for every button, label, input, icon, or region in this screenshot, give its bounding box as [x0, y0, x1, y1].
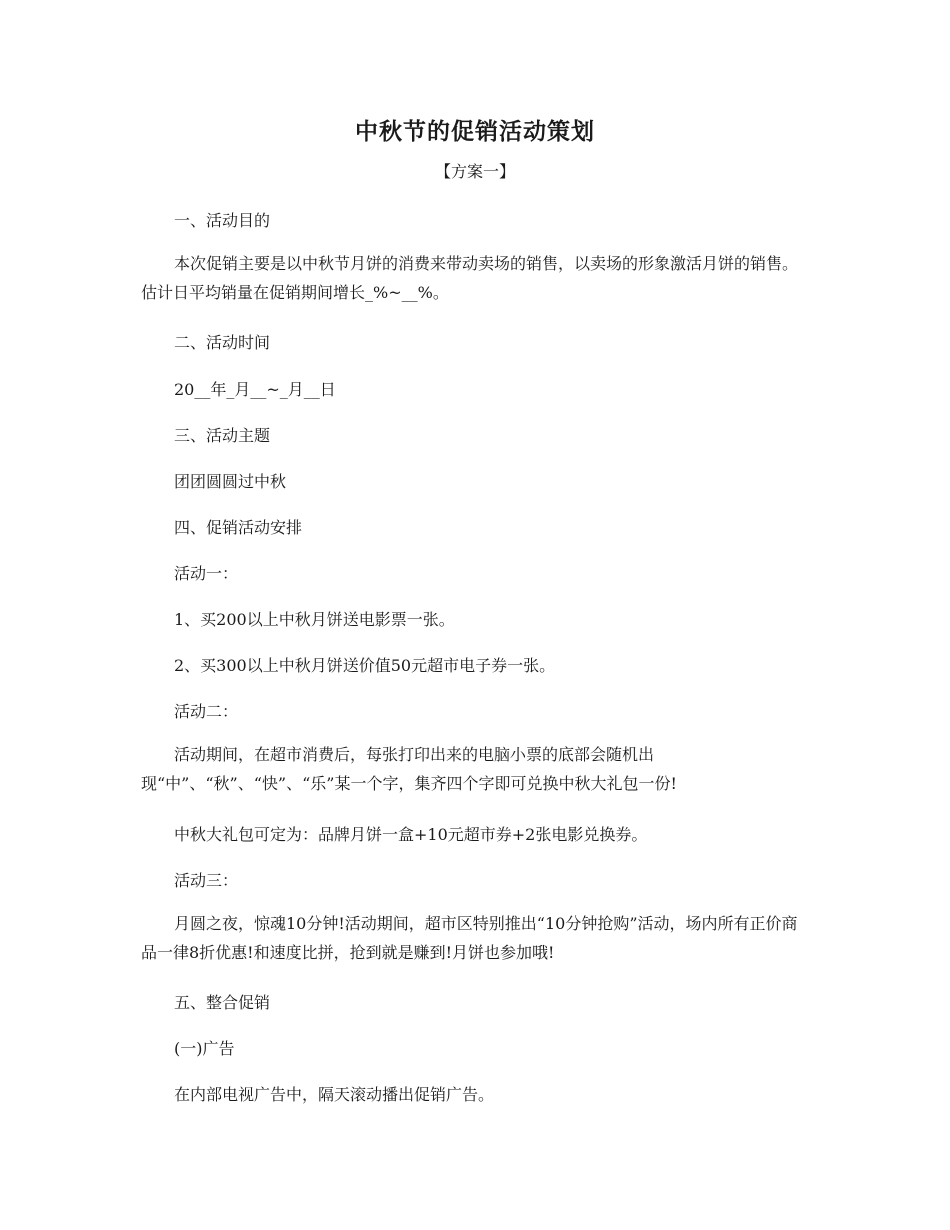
activity1-heading: 活动一： — [174, 564, 239, 583]
paragraph-ads: 在内部电视广告中，隔天滚动播出促销广告。 — [174, 1085, 495, 1104]
section-heading-integration: 五、整合促销 — [174, 993, 271, 1012]
paragraph-activity3: 月圆之夜，惊魂10分钟!活动期间，超市区特别推出“10分钟抢购”活动，场内所有正价商品一律8折优惠!和速度比拼，抢到就是赚到!月饼也参加哦! — [141, 914, 798, 962]
section-heading-time: 二、活动时间 — [174, 333, 271, 352]
activity1-item-1: 1、买200以上中秋月饼送电影票一张。 — [174, 610, 455, 629]
paragraph-activity2-gift: 中秋大礼包可定为：品牌月饼一盒+10元超市券+2张电影兑换券。 — [174, 825, 648, 844]
activity1-item-2: 2、买300以上中秋月饼送价值50元超市电子券一张。 — [174, 656, 556, 675]
paragraph-time: 20__年_月__~_月__日 — [174, 380, 336, 399]
paragraph-activity2: 活动期间，在超市消费后，每张打印出来的电脑小票的底部会随机出现“中”、“秋”、“快”、“乐”某一个字，集齐四个字即可兑换中秋大礼包一份! — [141, 745, 677, 793]
subheading-ads: (一)广告 — [174, 1039, 235, 1058]
activity3-heading: 活动三： — [174, 871, 239, 890]
paragraph-purpose: 本次促销主要是以中秋节月饼的消费来带动卖场的销售，以卖场的形象激活月饼的销售。估计日平均销量在促销期间增长_%~__%。 — [141, 254, 799, 302]
document-subtitle: 【方案一】 — [434, 162, 515, 181]
section-heading-theme: 三、活动主题 — [174, 426, 271, 445]
section-heading-arrangement: 四、促销活动安排 — [174, 518, 303, 537]
section-heading-purpose: 一、活动目的 — [174, 211, 271, 230]
document-title: 中秋节的促销活动策划 — [355, 119, 595, 145]
paragraph-theme: 团团圆圆过中秋 — [174, 472, 287, 491]
activity2-heading: 活动二： — [174, 702, 239, 721]
